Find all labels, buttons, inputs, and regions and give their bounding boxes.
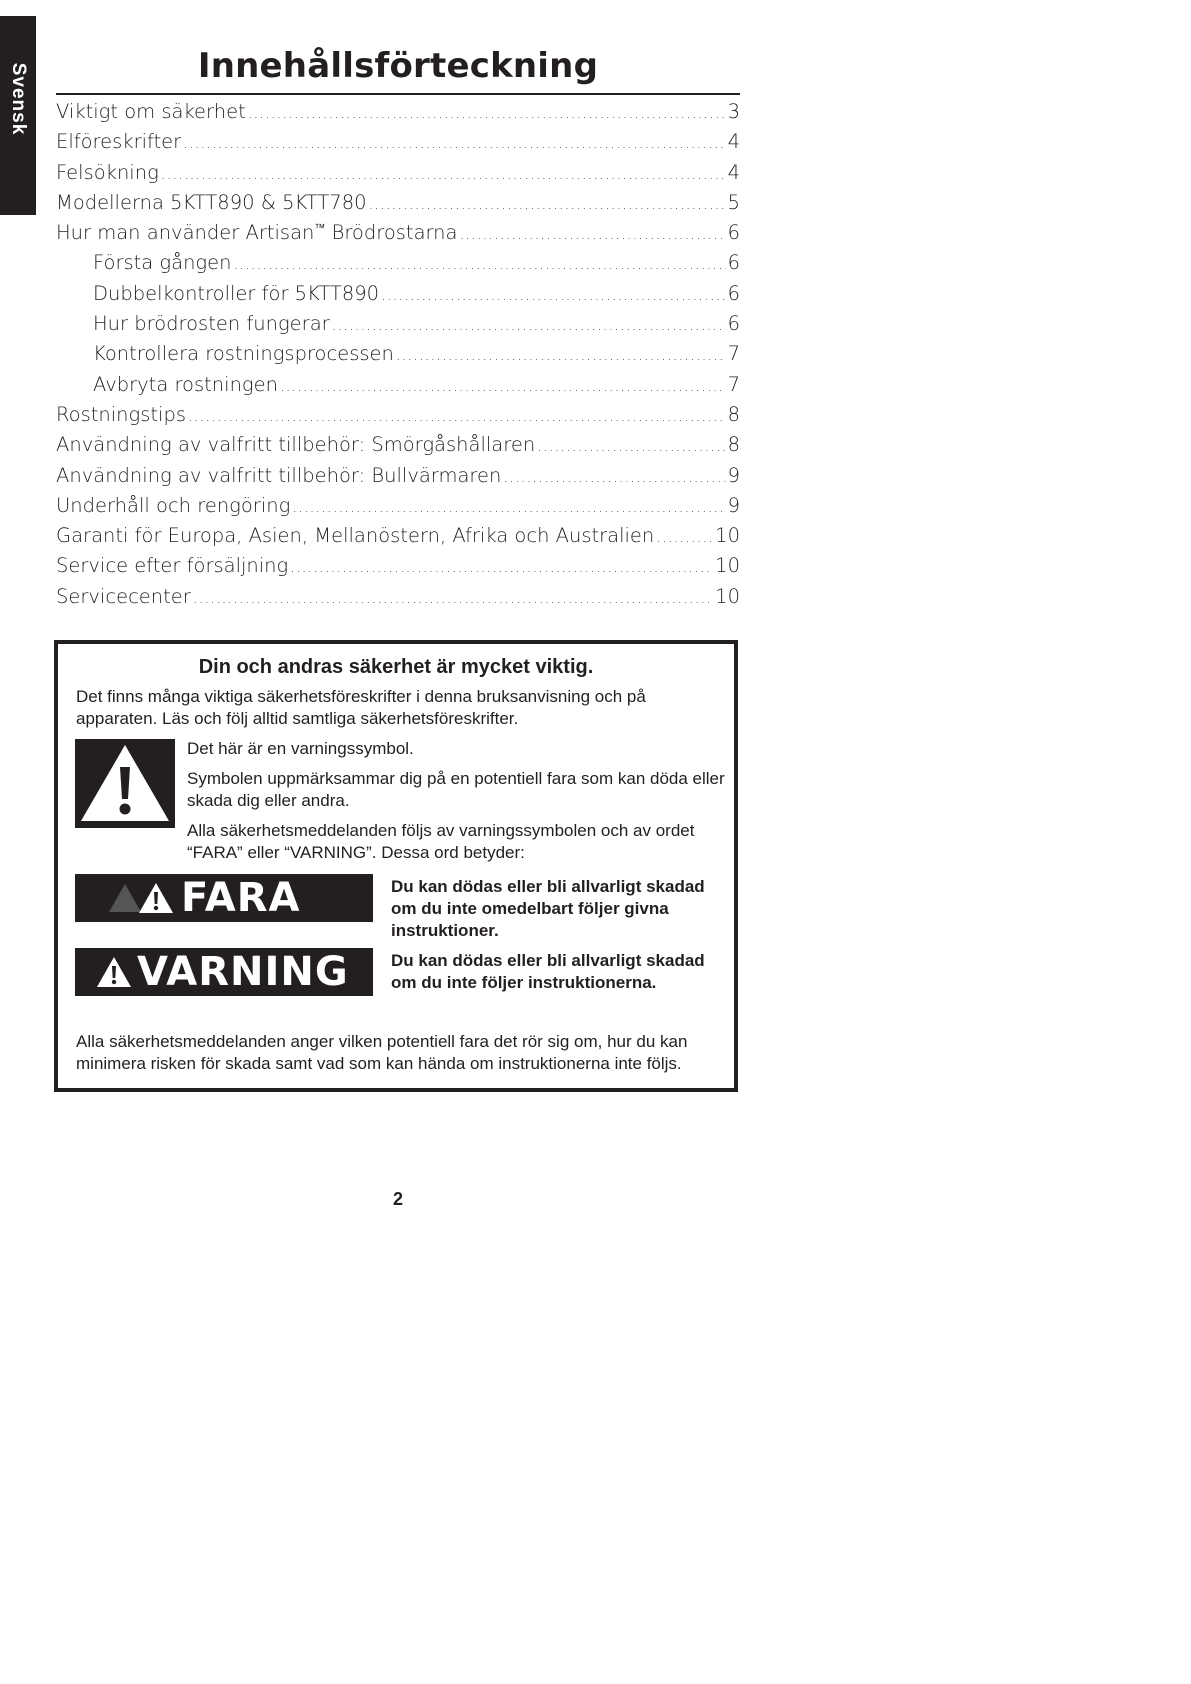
safety-intro: Det finns många viktiga säkerhetsföreskrifter i denna bruksanvisning och på apparaten. Läs och följ alltid samtliga säkerhetsföreskrifter. — [76, 687, 646, 728]
toc-entry-label: Användning av valfritt tillbehör: Smörgåshållaren — [56, 433, 536, 457]
language-tab — [0, 16, 36, 215]
toc-entry[interactable] — [56, 403, 740, 433]
toc-leader — [248, 104, 726, 122]
toc-entry[interactable] — [56, 161, 740, 191]
toc-entry-label: Modellerna 5KTT890 & 5KTT780 — [56, 190, 367, 214]
fara-signal-banner — [75, 874, 373, 922]
toc-list — [56, 100, 740, 615]
toc-entry[interactable] — [56, 554, 740, 584]
toc-entry-label-rest: Brödrostarna — [325, 221, 458, 245]
title-divider — [56, 93, 740, 95]
toc-entry-page: 5 — [727, 190, 740, 214]
toc-leader — [290, 558, 713, 576]
toc-leader — [537, 437, 725, 455]
toc-leader — [656, 528, 713, 546]
toc-subentry[interactable] — [56, 251, 740, 281]
toc-subentry[interactable] — [56, 373, 740, 403]
toc-entry-page: 8 — [727, 433, 740, 457]
page-title: Innehållsförteckning — [197, 46, 599, 86]
toc-entry-page: 9 — [727, 463, 740, 487]
toc-entry-page: 7 — [727, 372, 740, 396]
toc-entry-label: Kontrollera rostningsprocessen — [93, 342, 394, 366]
toc-leader — [161, 165, 726, 183]
toc-leader — [193, 589, 713, 607]
symbol-text-1: Det här är en varningssymbol. — [187, 739, 414, 758]
toc-entry[interactable] — [56, 524, 740, 554]
toc-entry-label: Felsökning — [56, 160, 159, 184]
toc-entry-label-main: Hur man använder Artisan — [56, 221, 315, 245]
symbol-text-2: Symbolen uppmärksammar dig på en potentiell fara som kan döda eller skada dig eller andra. — [187, 769, 725, 810]
toc-entry-page: 10 — [715, 554, 740, 578]
varning-description: Du kan dödas eller bli allvarligt skadad om du inte följer instruktionerna. — [391, 951, 705, 992]
toc-entry[interactable] — [56, 221, 740, 251]
toc-entry[interactable] — [56, 585, 740, 615]
varning-warning-triangle-icon — [95, 955, 133, 989]
toc-entry-label: Servicecenter — [56, 584, 191, 608]
language-tab-label: Svensk — [8, 62, 29, 136]
toc-entry-label: Användning av valfritt tillbehör: Bullvärmaren — [56, 463, 502, 487]
toc-entry-page: 6 — [727, 221, 740, 245]
toc-entry-page: 4 — [727, 130, 740, 154]
toc-entry-page: 6 — [727, 312, 740, 336]
toc-entry-label: Elföreskrifter — [56, 130, 182, 154]
page-number: 2 — [392, 1189, 403, 1209]
safety-footer-text: Alla säkerhetsmeddelanden anger vilken potentiell fara det rör sig om, hur du kan minimera risken för skada samt vad som kan hända om instruktionerna inte följs. — [76, 1032, 688, 1073]
toc-entry-label: Viktigt om säkerhet — [56, 100, 246, 123]
toc-leader — [234, 255, 726, 273]
fara-warning-triangle-icon — [137, 881, 175, 915]
toc-entry-page: 10 — [715, 584, 740, 608]
toc-subentry[interactable] — [56, 342, 740, 372]
toc-entry-page: 9 — [727, 493, 740, 517]
toc-entry-label: Underhåll och rengöring — [56, 493, 291, 517]
toc-entry[interactable] — [56, 494, 740, 524]
toc-entry[interactable] — [56, 130, 740, 160]
trademark-symbol: ™ — [314, 221, 326, 235]
toc-entry-page: 8 — [727, 402, 740, 426]
toc-entry[interactable] — [56, 191, 740, 221]
symbol-text-3: Alla säkerhetsmeddelanden följs av varningssymbolen och av ordet “FARA” eller “VARNING”. Dessa ord betyder: — [187, 821, 695, 862]
toc-entry[interactable] — [56, 100, 740, 130]
warning-symbol-icon — [75, 739, 175, 828]
varning-signal-banner — [75, 948, 373, 996]
toc-subentry[interactable] — [56, 282, 740, 312]
toc-leader — [280, 377, 726, 395]
toc-leader — [292, 498, 725, 516]
safety-notice-box — [54, 640, 738, 1092]
toc-entry-page: 7 — [727, 342, 740, 366]
toc-entry-label: Rostningstips — [56, 402, 187, 426]
toc-entry-label: Garanti för Europa, Asien, Mellanöstern, Afrika och Australien — [56, 524, 655, 548]
fara-signal-word: FARA — [181, 875, 301, 921]
varning-signal-word: VARNING — [137, 949, 349, 995]
toc-leader — [396, 346, 726, 364]
toc-entry-page: 3 — [727, 100, 740, 123]
toc-entry-label — [56, 221, 458, 244]
toc-entry-label: Första gången — [93, 251, 232, 275]
fara-description: Du kan dödas eller bli allvarligt skadad om du inte omedelbart följer givna instruktioner. — [391, 877, 705, 940]
toc-entry-page: 6 — [727, 251, 740, 275]
toc-entry[interactable] — [56, 433, 740, 463]
safety-heading: Din och andras säkerhet är mycket viktig. — [198, 656, 594, 678]
toc-leader — [460, 225, 726, 243]
toc-leader — [188, 407, 726, 425]
warning-symbol-explanation — [187, 738, 727, 872]
toc-leader — [332, 316, 726, 334]
toc-leader — [381, 286, 726, 304]
toc-entry-label: Dubbelkontroller för 5KTT890 — [93, 281, 380, 305]
toc-leader — [503, 468, 725, 486]
toc-entry-page: 6 — [727, 281, 740, 305]
toc-leader — [369, 195, 726, 213]
warning-triangle-icon — [75, 739, 175, 828]
toc-subentry[interactable] — [56, 312, 740, 342]
toc-entry-label: Service efter försäljning — [56, 554, 289, 578]
toc-entry-page: 4 — [727, 160, 740, 184]
toc-leader — [183, 134, 725, 152]
toc-entry-page: 10 — [715, 524, 740, 548]
toc-entry-label: Avbryta rostningen — [93, 372, 278, 396]
toc-entry[interactable] — [56, 464, 740, 494]
toc-entry-label: Hur brödrosten fungerar — [93, 312, 330, 336]
